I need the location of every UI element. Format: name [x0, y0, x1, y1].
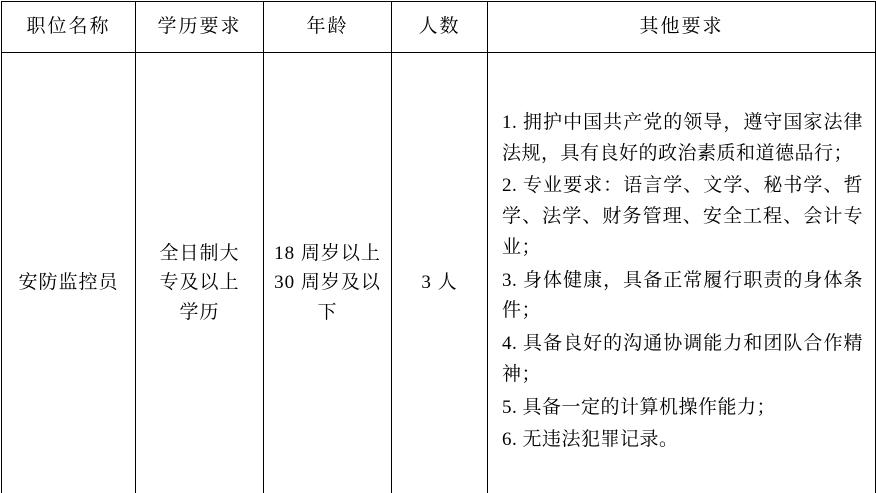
age-line-1: 18 周岁以上 [274, 242, 381, 264]
cell-other-requirements [488, 53, 876, 493]
column-header-headcount: 人数 [392, 2, 488, 53]
education-line-3: 学历 [179, 301, 220, 323]
cell-position-name: 安防监控员 [2, 53, 136, 493]
job-requirements-table [1, 1, 876, 493]
education-line-2: 专及以上 [159, 272, 240, 294]
requirement-item: 4. 具备良好的沟通协调能力和团队合作精神； [502, 333, 863, 385]
column-header-education: 学历要求 [136, 2, 264, 53]
requirement-item: 6. 无违法犯罪记录。 [502, 429, 679, 451]
requirement-item: 2. 专业要求：语言学、文学、秘书学、哲学、法学、财务管理、安全工程、会计专业； [502, 175, 863, 258]
column-header-position: 职位名称 [2, 2, 136, 53]
column-header-other-requirements: 其他要求 [488, 2, 876, 53]
requirement-item: 1. 拥护中国共产党的领导，遵守国家法律法规，具有良好的政治素质和道德品行； [502, 111, 863, 164]
requirements-list [502, 108, 863, 456]
table-body [2, 53, 876, 493]
requirement-item: 3. 身体健康，具备正常履行职责的身体条件； [502, 269, 863, 322]
table-header [2, 2, 876, 53]
cell-headcount: 3 人 [392, 53, 488, 493]
age-line-3: 下 [317, 301, 338, 323]
table-header-row [2, 2, 876, 53]
requirement-item: 5. 具备一定的计算机操作能力； [502, 396, 777, 418]
age-line-2: 30 周岁及以 [274, 272, 381, 294]
table-row [2, 53, 876, 493]
cell-education [136, 53, 264, 493]
column-header-age: 年龄 [264, 2, 392, 53]
cell-age [264, 53, 392, 493]
education-line-1: 全日制大 [159, 242, 240, 264]
